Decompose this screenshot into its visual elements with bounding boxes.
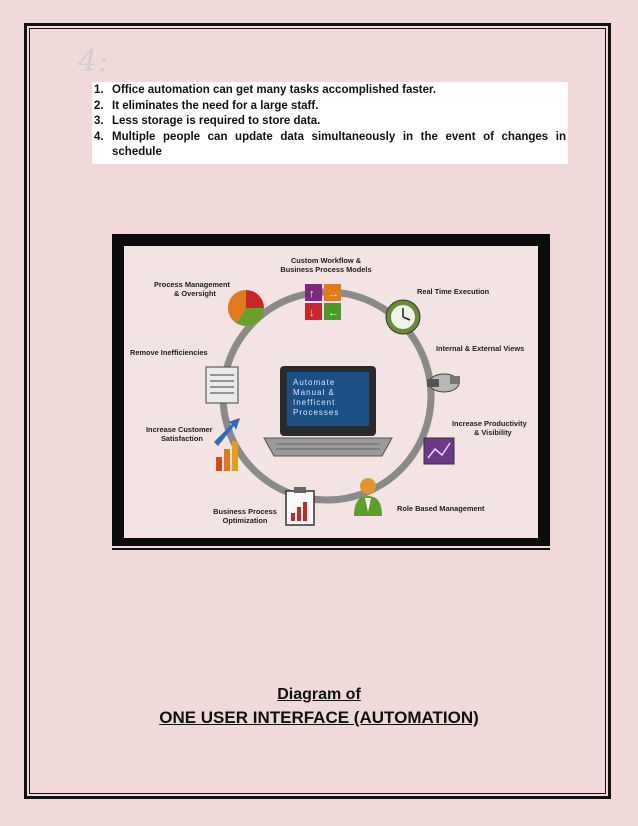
label-bpo: [213, 507, 277, 525]
svg-text:Satisfaction: Satisfaction: [161, 434, 203, 443]
label-inefficiencies: Remove Inefficiencies: [130, 348, 208, 357]
page-number: 4:: [78, 44, 110, 79]
center-line: Processes: [293, 408, 340, 417]
label-internal-external: Internal & External Views: [436, 344, 525, 353]
caption-title: Diagram of: [277, 686, 361, 703]
list-item: [94, 130, 566, 161]
document-icon: [206, 367, 238, 403]
clipboard-chart-icon: [286, 487, 314, 525]
list-item-text: Multiple people can update data simultaneously in the event of changes in schedule: [112, 130, 566, 158]
svg-text:Increase Customer: Increase Customer: [146, 425, 213, 434]
label-real-time: Real Time Execution: [417, 287, 490, 296]
diagram-panel: [124, 246, 538, 538]
list-item: [94, 114, 566, 130]
list-item: [94, 83, 566, 99]
svg-text:Increase Productivity: Increase Productivity: [452, 419, 527, 428]
list-item: [94, 99, 566, 115]
label-satisfaction: [146, 425, 213, 443]
center-line: Inefficent: [293, 398, 336, 407]
caption-subtitle: ONE USER INTERFACE (AUTOMATION): [159, 708, 479, 727]
svg-text:& Oversight: & Oversight: [174, 289, 216, 298]
list-item-number: 3.: [94, 115, 104, 127]
label-custom-workflow: [280, 256, 371, 274]
center-text: [293, 378, 339, 417]
list-item-text: It eliminates the need for a large staff.: [112, 99, 319, 112]
svg-text:Business Process: Business Process: [213, 507, 277, 516]
list-item-text: Office automation can get many tasks accomplished faster.: [112, 84, 437, 96]
list-item-number: 1.: [94, 84, 104, 96]
automation-diagram-figure: [112, 234, 550, 546]
center-line: Automate: [293, 378, 336, 387]
pie-chart-icon: [228, 290, 264, 326]
analytics-screen-icon: [424, 438, 454, 464]
svg-text:←: ←: [328, 307, 339, 319]
clock-icon: [386, 300, 420, 334]
label-productivity: [452, 419, 528, 437]
svg-text:Custom Workflow &: Custom Workflow &: [290, 256, 362, 265]
figure-underline: [112, 548, 550, 550]
svg-text:Process Management: Process Management: [154, 280, 230, 289]
list-item-text: Less storage is required to store data.: [112, 115, 321, 127]
label-role-based: Role Based Management: [397, 504, 485, 513]
svg-text:& Visibility: & Visibility: [474, 428, 512, 437]
points-list: [92, 82, 568, 164]
svg-text:↓: ↓: [309, 307, 315, 319]
svg-text:Optimization: Optimization: [222, 516, 268, 525]
label-process-mgmt: [154, 280, 231, 298]
automation-cycle-diagram: [124, 246, 538, 538]
svg-text:→: →: [328, 288, 339, 300]
svg-text:↑: ↑: [309, 288, 315, 300]
list-item-number: 2.: [94, 99, 104, 112]
svg-text:Business Process Models: Business Process Models: [280, 265, 372, 274]
list-item-number: 4.: [94, 130, 104, 143]
center-line: Manual &: [293, 388, 335, 397]
